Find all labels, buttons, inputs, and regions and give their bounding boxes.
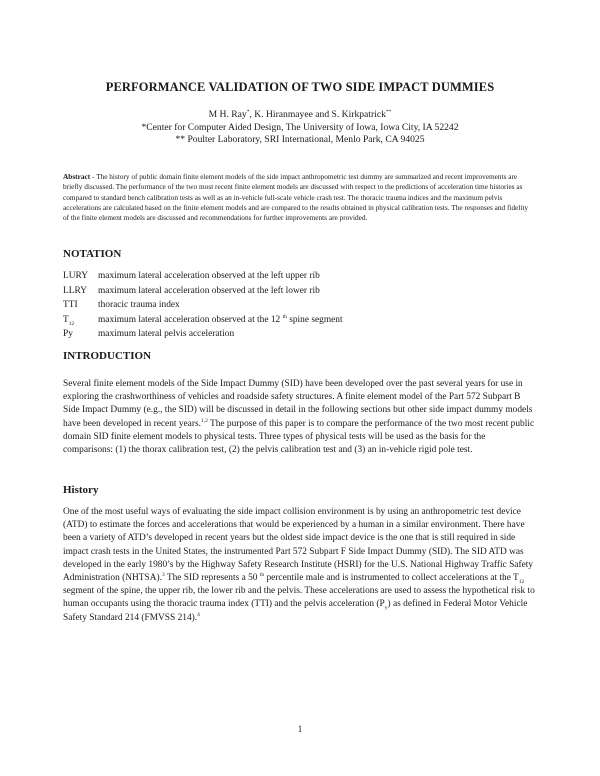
notation-symbol [63, 313, 98, 328]
notation-definition-text-after: spine segment [286, 314, 343, 325]
abstract [63, 172, 535, 223]
author-mark-1: * [246, 108, 250, 115]
notation-definition [98, 313, 343, 328]
notation-definition [98, 269, 320, 284]
notation-symbol-subscript: 12 [68, 320, 75, 327]
page-number: 1 [297, 725, 303, 735]
abstract-text: - The history of public domain finite element models of the side impact anthropometric test dummy are summarized and recent improvements are briefly discussed. The performance of the two most recent finite element models are discussed with respect to the predictions of acceleration time histories as compared to standard bench calibration tests as well as an in-vehicle full-scale vehicle crash test. The thoracic trauma indices and the maximum pelvis accelerations are calculated based on the finite element models and are compared to the results obtained in physical calibration tests. The responses and fidelity of the finite element models are discussed and recommendations for further improvements are provided. [63, 172, 529, 223]
affiliation-2: ** Poulter Laboratory, SRI International, Menlo Park, CA 94025 [175, 134, 425, 145]
history-text-4: segment of the spine, the upper rib, the lower rib and the pelvis. These accelerations are used to assess the hypothetical risk to human occupants using the thoracic trauma index (TTI) and the pelvis acceleration (P [63, 586, 535, 610]
notation-definition [98, 284, 320, 299]
author-mark-2: ** [385, 108, 392, 115]
notation-symbol-text: LURY [63, 271, 89, 281]
citation-1-2: 1,2 [200, 417, 208, 424]
paper-title: PERFORMANCE VALIDATION OF TWO SIDE IMPACT DUMMIES [105, 80, 495, 94]
notation-definition-text: maximum lateral pelvis acceleration [98, 329, 235, 339]
pelvis-subscript: y [384, 605, 388, 612]
history-text-3: percentile male and is instrumented to collect accelerations at the T [264, 573, 519, 584]
notation-definition-superscript: th [282, 313, 287, 320]
history-text-2: The SID represents a 50 [164, 573, 260, 584]
notation-definition-text: maximum lateral acceleration observed at the 12 [98, 314, 283, 325]
notation-symbol-text: LLRY [63, 285, 87, 296]
notation-definition [98, 298, 180, 313]
notation-symbol-text: TTI [63, 300, 78, 310]
introduction-paragraph [63, 378, 535, 457]
author-names-middle: , K. Hiranmayee and S. Kirkpatrick [249, 109, 386, 120]
notation-definition [98, 327, 234, 342]
notation-symbol [63, 298, 98, 313]
percentile-superscript: th [259, 571, 265, 578]
notation-heading: NOTATION [63, 248, 122, 260]
history-text-5: ) as defined in Federal Motor Vehicle Safety Standard 214 (FMVSS 214). [63, 599, 528, 623]
notation-definition-text: thoracic trauma index [98, 300, 180, 310]
notation-row [63, 327, 343, 342]
affiliation-1: *Center for Computer Aided Design, The University of Iowa, Iowa City, IA 52242 [141, 121, 459, 133]
author-line [0, 109, 600, 122]
notation-row [63, 284, 343, 299]
notation-table [63, 269, 343, 342]
notation-symbol-text: T [63, 314, 69, 325]
spine-subscript: 12 [518, 578, 525, 585]
notation-symbol [63, 284, 98, 299]
notation-symbol [63, 327, 98, 342]
introduction-heading: INTRODUCTION [63, 350, 152, 362]
notation-row [63, 269, 343, 284]
introduction-text-a: Several finite element models of the Side Impact Dummy (SID) have been developed over the past several years for use in exploring the crashworthiness of vehicles and roadside safety structures. A finite element model of the Part 572 Subpart B Side Impact Dummy (e.g., the SID) will be discussed in detail in the following sections but other side impact dummy models have been developed in recent years. [63, 379, 533, 429]
notation-symbol-text: Py [63, 329, 73, 339]
abstract-label: Abstract [63, 172, 91, 181]
notation-symbol [63, 269, 98, 284]
author-names-start: M H. Ray [208, 109, 247, 120]
introduction-text-b: The purpose of this paper is to compare the performance of the two most recent public domain SID finite element models to physical tests. Three types of physical tests will be used as the basis for the comparisons: (1) the thorax calibration test, (2) the pelvis calibration test and (3) an in-vehicle rigid pole test. [63, 418, 535, 456]
notation-definition-text: maximum lateral acceleration observed at the left upper rib [98, 271, 320, 281]
notation-definition-text: maximum lateral acceleration observed at the left lower rib [98, 285, 320, 296]
notation-row [63, 298, 343, 313]
history-heading: History [63, 484, 99, 496]
history-text-1: One of the most useful ways of evaluating the side impact collision environment is by using an anthropometric test device (ATD) to estimate the forces and accelerations that would be experienced by a human in a similar environment. There have been a variety of ATD’s developed in recent years but the oldest side impact device is the one that is still required in side impact crash tests in the United States, the instrumented Part 572 Subpart F Side Impact Dummy (SID). The SID ATD was developed in the early 1980’s by the Highway Safety Research Institute (HSRI) for the U.S. National Highway Traffic Safety Administration (NHTSA). [63, 507, 534, 584]
author-block [0, 109, 600, 147]
citation-3: 3 [161, 571, 165, 578]
history-paragraph [63, 506, 535, 625]
notation-row [63, 313, 343, 328]
citation-4: 4 [197, 611, 200, 618]
